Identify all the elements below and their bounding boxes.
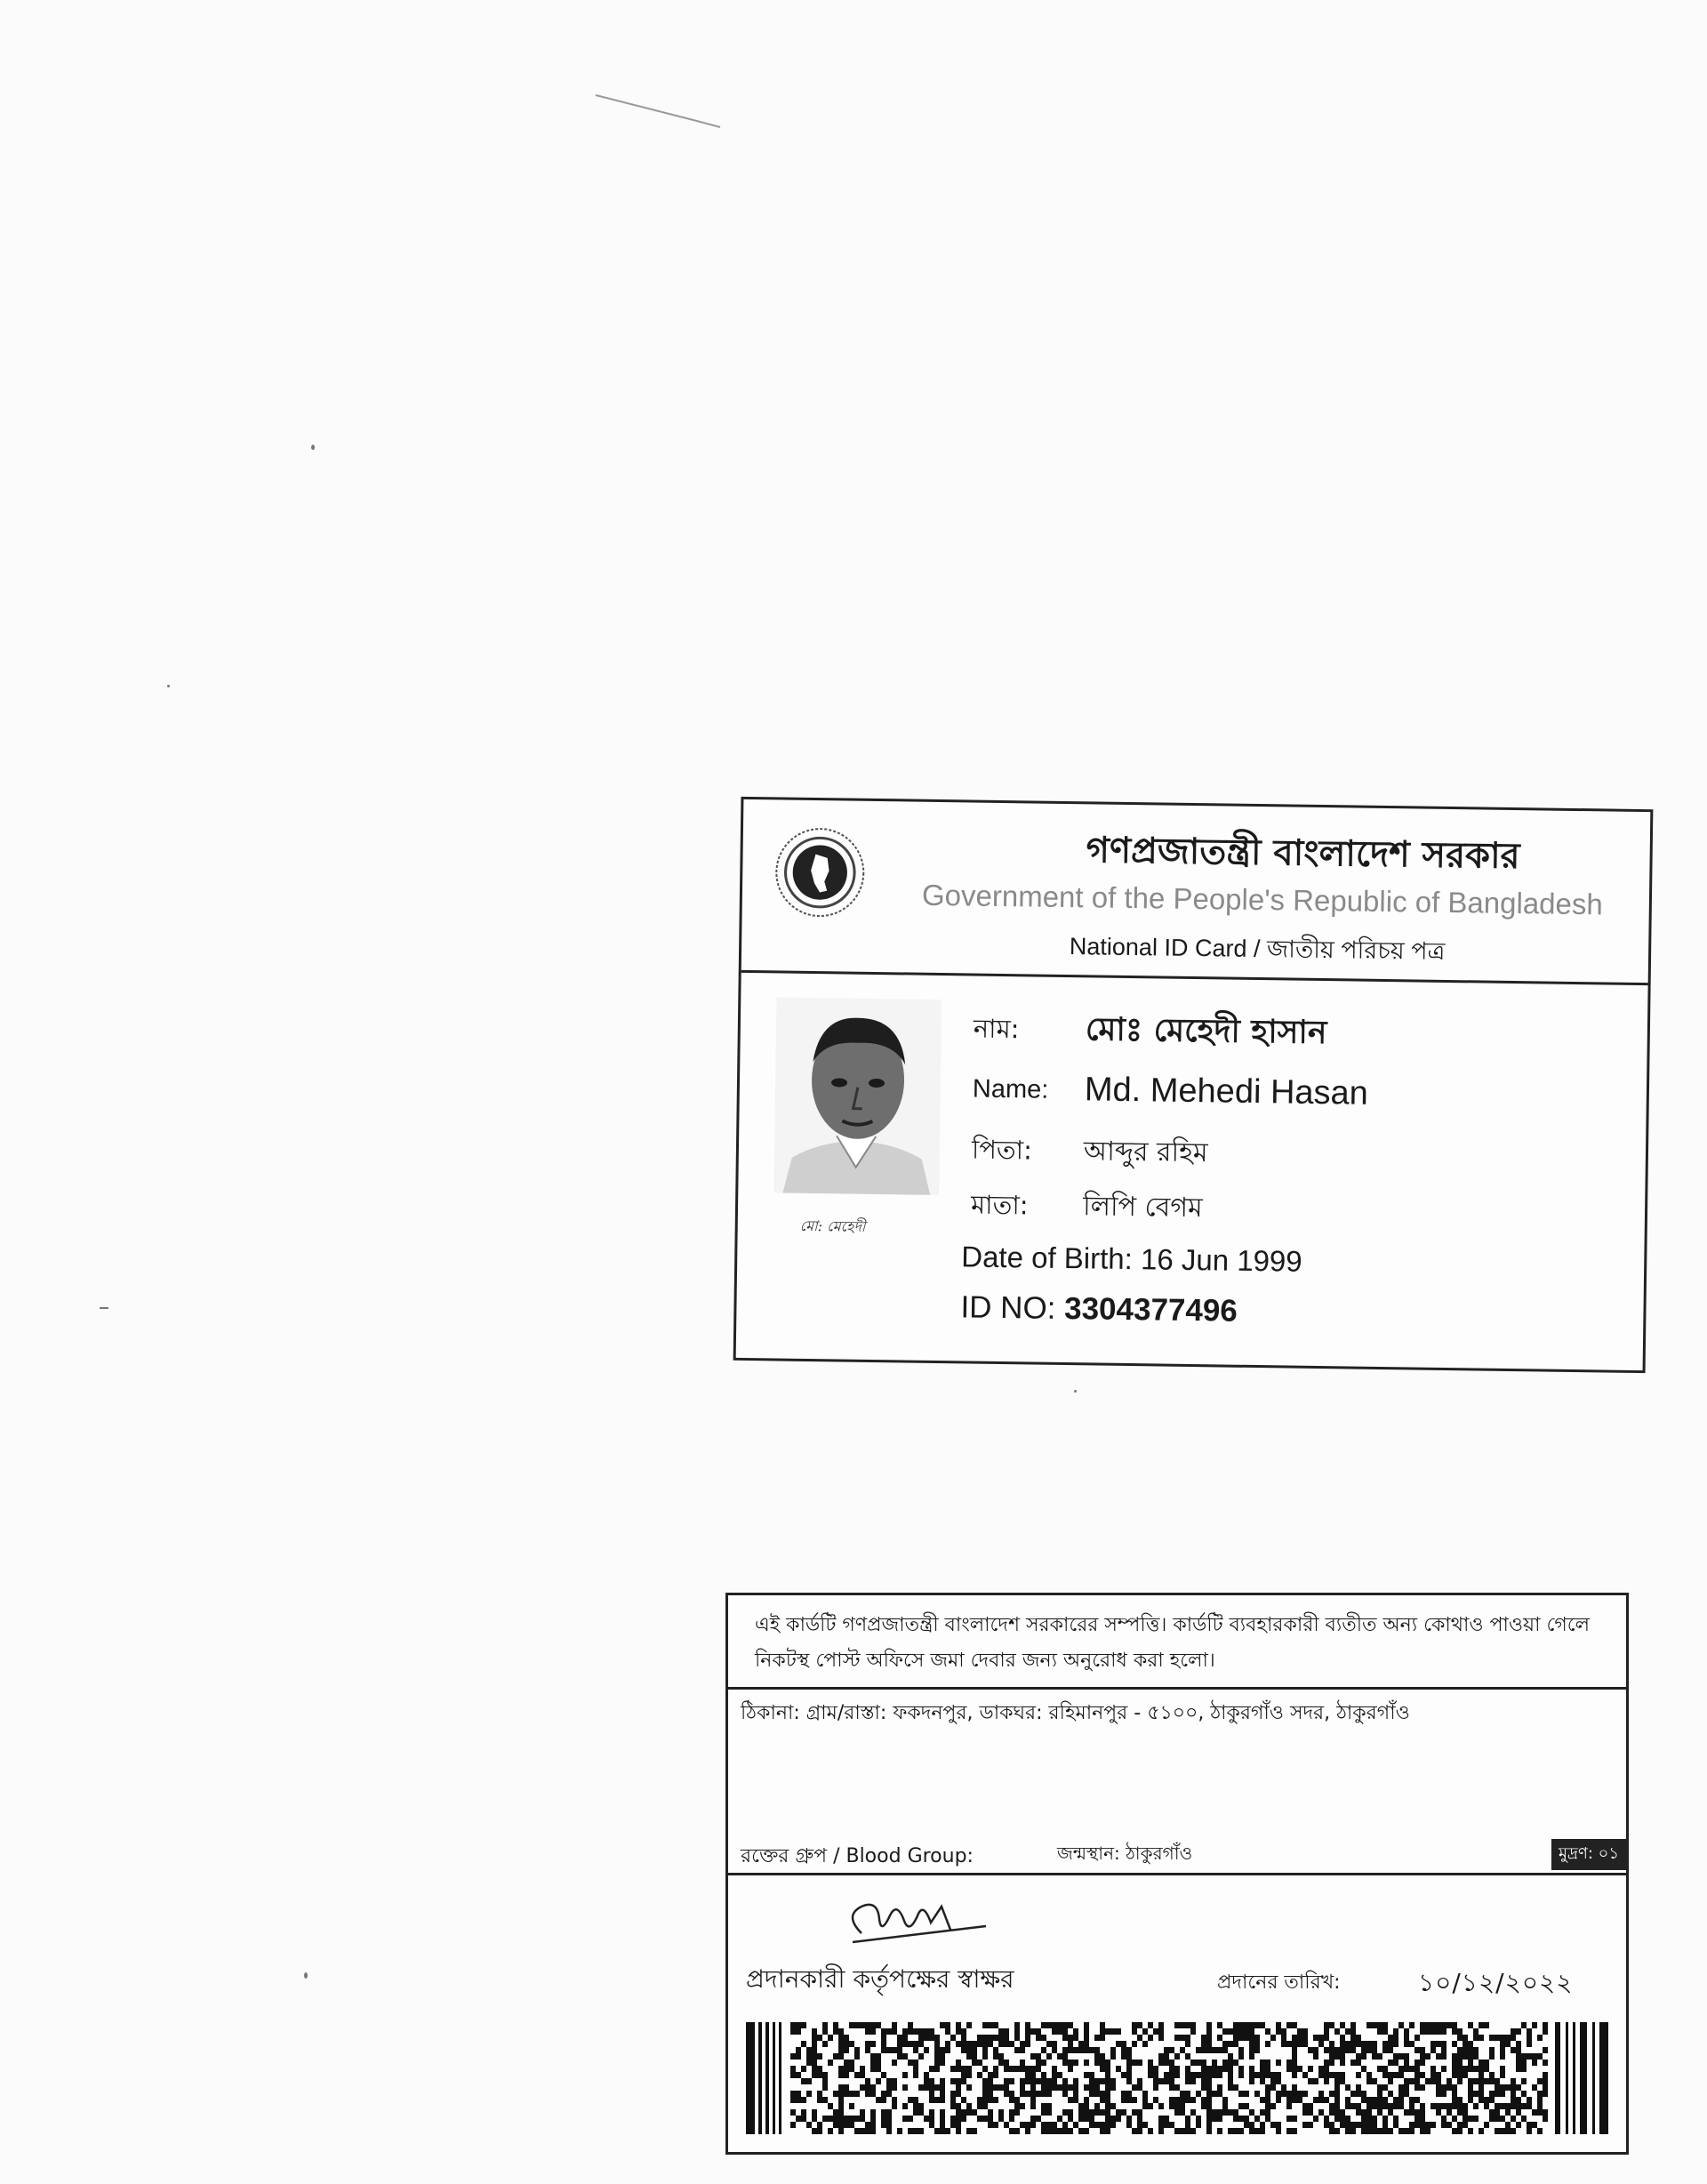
blood-group-label: রক্তের গ্রুপ / Blood Group: <box>741 1845 974 1867</box>
address-label: ঠিকানা: <box>741 1702 800 1724</box>
mother-label: মাতা: <box>970 1189 1029 1221</box>
scan-speck <box>100 1307 108 1309</box>
mother-name: লিপি বেগম <box>1082 1191 1203 1224</box>
authority-signature-label: প্রদানকারী কর্তৃপক্ষের স্বাক্ষর <box>746 1964 1014 1994</box>
scan-speck <box>304 1972 308 1979</box>
print-count-badge: মুদ্রণ: ০১ <box>1551 1839 1626 1870</box>
government-seal-icon <box>774 826 866 918</box>
scan-speck <box>1074 1390 1077 1393</box>
id-label: ID NO: <box>960 1289 1056 1326</box>
pdf417-barcode <box>746 2022 1610 2134</box>
ownership-notice: এই কার্ডটি গণপ্রজাতন্ত্রী বাংলাদেশ সরকারের সম্পত্তি। কার্ডটি ব্যবহারকারী ব্যতীত অন্য কোথাও পাওয়া গেলে নিকটস্থ পোস্ট অফিসে জমা দেবার জন্য অনুরোধ করা হলো। <box>728 1595 1626 1690</box>
address-section <box>728 1690 1626 1875</box>
scan-speck <box>167 685 170 687</box>
dob-label: Date of Birth: <box>961 1240 1134 1276</box>
date-of-birth-row <box>961 1240 1302 1278</box>
id-number-row <box>960 1289 1238 1329</box>
issue-date-label: প্রদানের তারিখ: <box>1217 1971 1341 1994</box>
address-value: গ্রাম/রাস্তা: ফকদনপুর, ডাকঘর: রহিমানপুর - ৫১০০, ঠাকুরগাঁও সদর, ঠাকুরগাঁও <box>805 1702 1410 1724</box>
name-bangla: মোঃ মেহেদী হাসান <box>1085 1010 1327 1052</box>
father-name: আব্দুর রহিম <box>1083 1136 1208 1169</box>
issue-date: ১০/১২/২০২২ <box>1418 1968 1574 1997</box>
name-english: Md. Mehedi Hasan <box>1084 1071 1369 1112</box>
holder-signature: মো: মেহেদী <box>799 1216 866 1235</box>
holder-photo <box>773 997 942 1195</box>
title-english: Government of the People's Republic of Bangladesh <box>921 878 1604 921</box>
nid-card-back <box>725 1593 1629 2155</box>
address-line <box>741 1698 1612 1729</box>
id-number: 3304377496 <box>1063 1291 1238 1329</box>
name-bangla-label: নাম: <box>973 1013 1020 1045</box>
dob-value: 16 Jun 1999 <box>1140 1242 1302 1278</box>
father-label: পিতা: <box>971 1134 1033 1166</box>
card-subtitle: National ID Card / জাতীয় পরিচয় পত্র <box>1069 933 1446 965</box>
card-header <box>741 799 1651 985</box>
nid-card-front <box>733 797 1654 1373</box>
scan-mark <box>587 84 729 138</box>
name-english-label: Name: <box>972 1074 1049 1104</box>
authority-signature <box>835 1889 1004 1951</box>
birthplace: জন্মস্থান: ঠাকুরগাঁও <box>1057 1843 1193 1864</box>
scan-speck <box>311 445 315 450</box>
title-bangla: গণপ্রজাতন্ত্রী বাংলাদেশ সরকার <box>1086 829 1520 878</box>
